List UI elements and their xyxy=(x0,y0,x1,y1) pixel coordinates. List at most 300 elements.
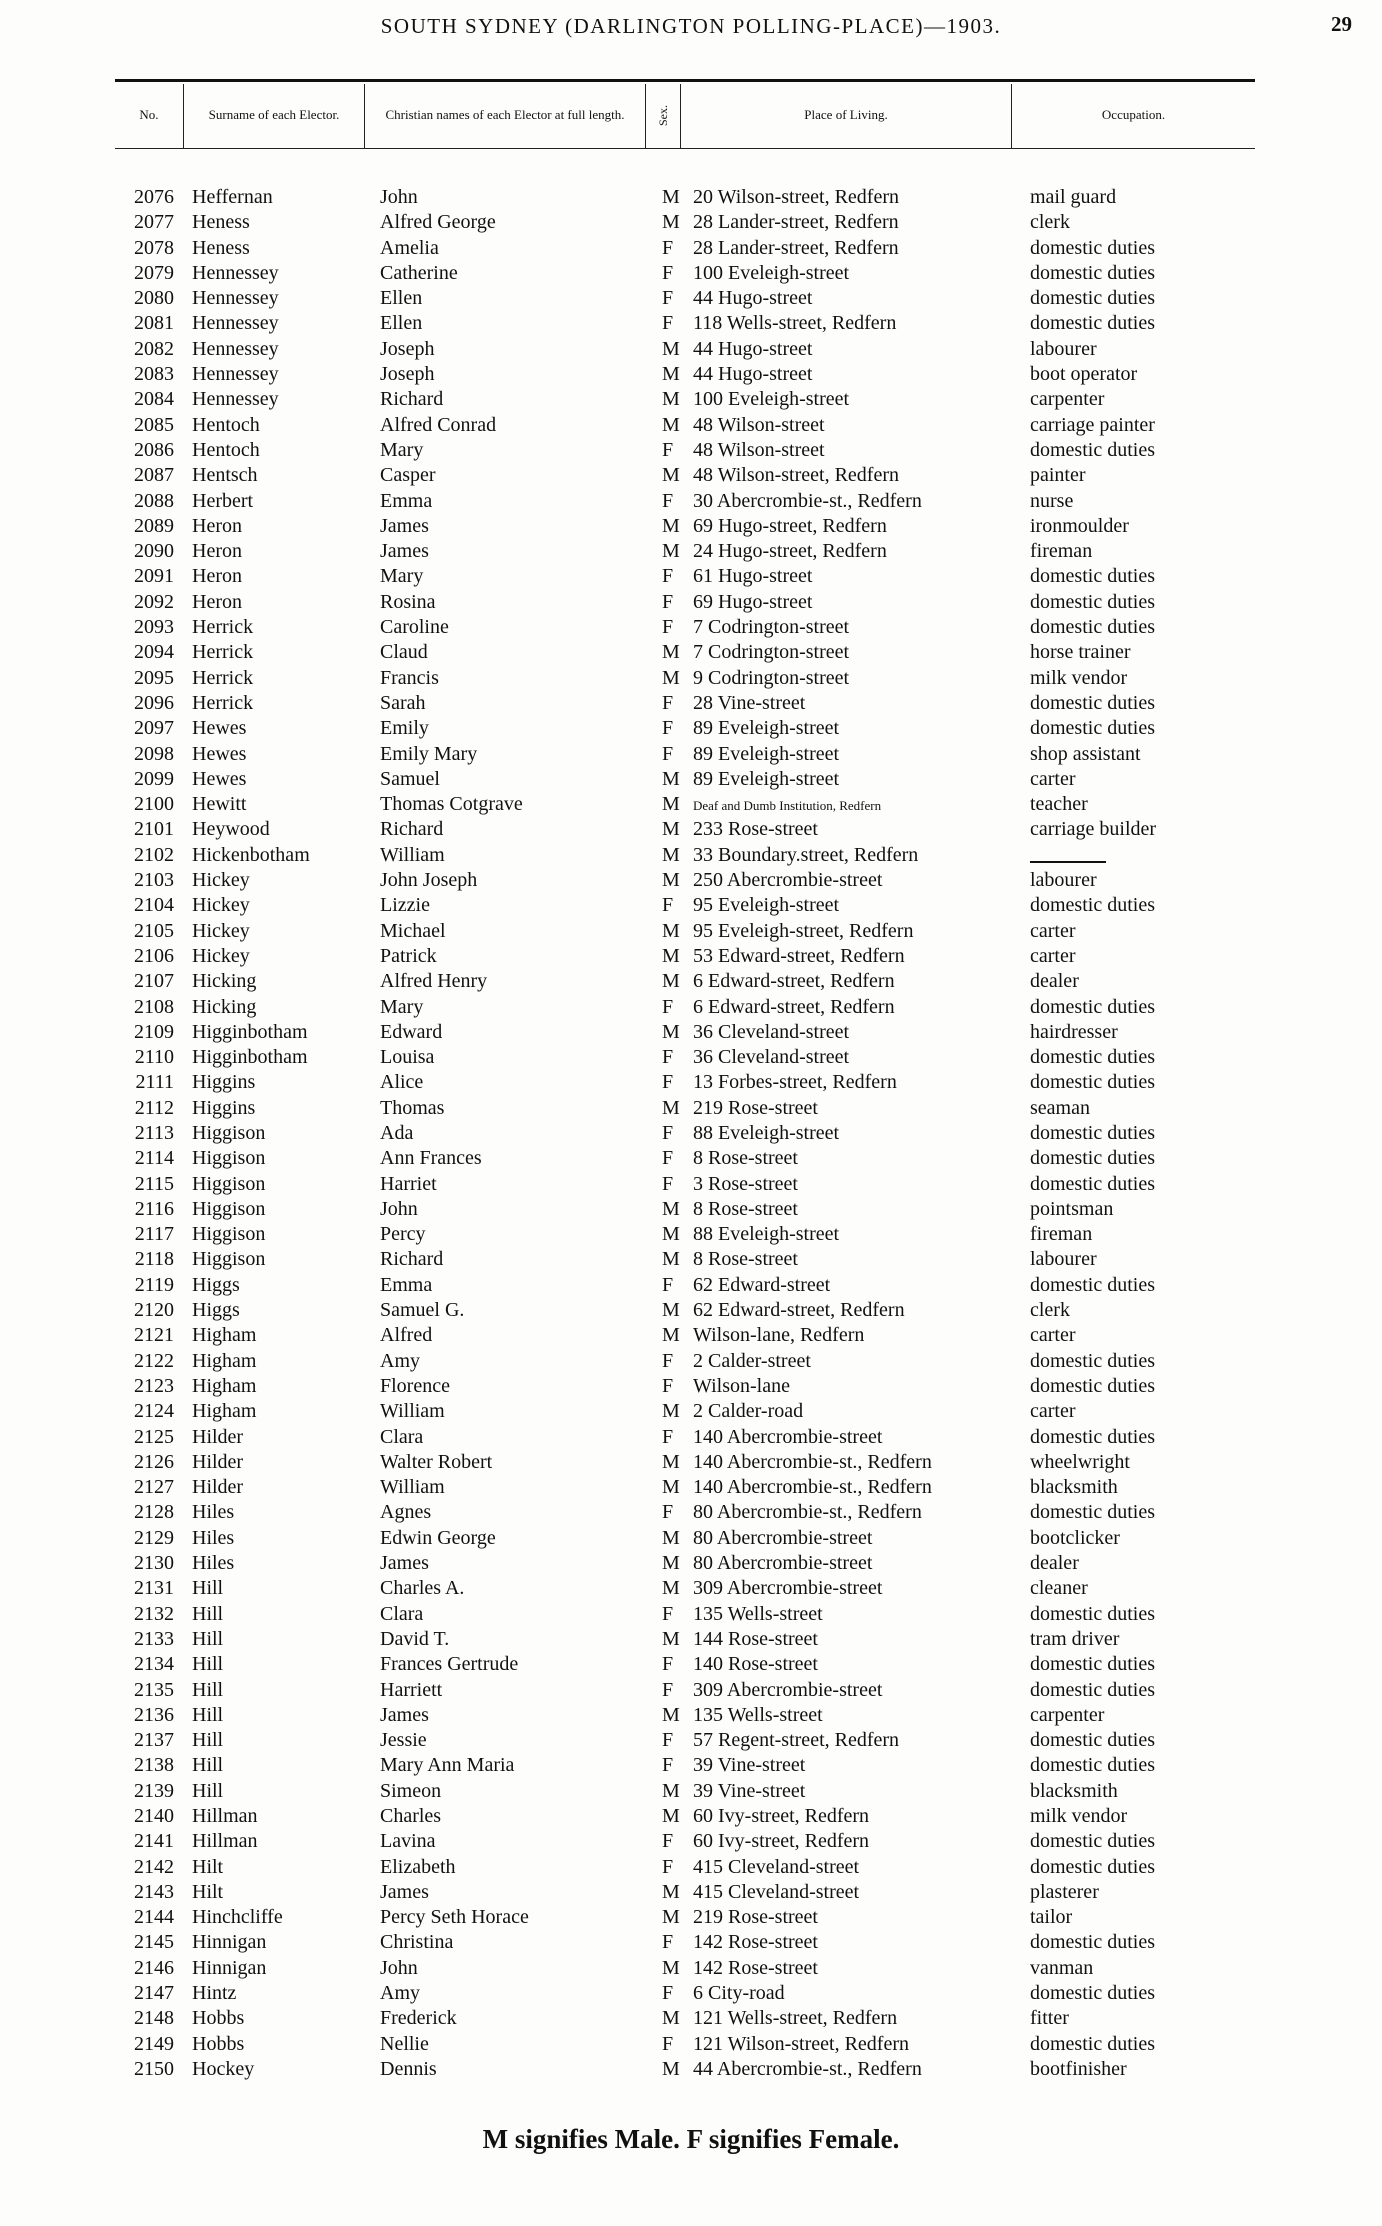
elector-sex: M xyxy=(662,666,680,689)
elector-surname: Hilder xyxy=(192,1425,244,1448)
elector-number: 2150 xyxy=(134,2057,174,2080)
elector-surname: Hill xyxy=(192,1703,224,1726)
elector-sex: M xyxy=(662,1223,680,1246)
elector-sex: F xyxy=(662,261,674,284)
table-row xyxy=(0,363,1382,388)
elector-sex: M xyxy=(662,337,680,360)
elector-occupation: carter xyxy=(1030,1400,1076,1423)
elector-christian-names: Walter Robert xyxy=(380,1450,493,1473)
elector-number: 2098 xyxy=(134,742,174,765)
elector-occupation: carter xyxy=(1030,767,1076,790)
table-row xyxy=(0,2007,1382,2032)
elector-sex: M xyxy=(662,211,680,234)
elector-place-of-living: 88 Eveleigh-street xyxy=(693,1223,840,1246)
elector-christian-names: Elizabeth xyxy=(380,1855,456,1878)
table-row xyxy=(0,1780,1382,1805)
elector-surname: Hinchcliffe xyxy=(192,1906,283,1929)
elector-sex: M xyxy=(662,641,680,664)
elector-place-of-living: 2 Calder-street xyxy=(693,1349,811,1372)
elector-place-of-living: 44 Hugo-street xyxy=(693,287,813,310)
elector-occupation: domestic duties xyxy=(1030,1754,1155,1777)
elector-surname: Hickey xyxy=(192,919,250,942)
elector-place-of-living: 69 Hugo-street, Redfern xyxy=(693,514,887,537)
table-row xyxy=(0,768,1382,793)
table-row xyxy=(0,1653,1382,1678)
elector-number: 2128 xyxy=(134,1501,174,1524)
elector-surname: Herrick xyxy=(192,691,254,714)
elector-christian-names: Clara xyxy=(380,1602,424,1625)
elector-place-of-living: 36 Cleveland-street xyxy=(693,1020,850,1043)
elector-occupation: carriage builder xyxy=(1030,818,1157,841)
elector-number: 2126 xyxy=(134,1450,174,1473)
elector-number: 2093 xyxy=(134,616,174,639)
elector-occupation: painter xyxy=(1030,464,1086,487)
column-header-sex: Sex. xyxy=(656,104,670,126)
elector-number: 2141 xyxy=(134,1830,174,1853)
elector-occupation: tailor xyxy=(1030,1906,1073,1929)
elector-occupation: domestic duties xyxy=(1030,312,1155,335)
elector-occupation: domestic duties xyxy=(1030,1678,1155,1701)
elector-place-of-living: 28 Lander-street, Redfern xyxy=(693,211,899,234)
elector-christian-names: Percy Seth Horace xyxy=(380,1906,529,1929)
table-row xyxy=(0,515,1382,540)
table-row xyxy=(0,996,1382,1021)
elector-place-of-living: 7 Codrington-street xyxy=(693,616,850,639)
elector-occupation: horse trainer xyxy=(1030,641,1131,664)
elector-number: 2111 xyxy=(135,1071,174,1094)
table-row xyxy=(0,2033,1382,2058)
elector-christian-names: Lizzie xyxy=(380,894,430,917)
elector-surname: Hill xyxy=(192,1577,224,1600)
elector-sex: F xyxy=(662,1830,674,1853)
elector-occupation: seaman xyxy=(1030,1096,1090,1119)
elector-number: 2120 xyxy=(134,1299,174,1322)
elector-christian-names: David T. xyxy=(380,1627,450,1650)
elector-place-of-living: 140 Abercrombie-st., Redfern xyxy=(693,1450,932,1473)
table-row xyxy=(0,894,1382,919)
elector-occupation: domestic duties xyxy=(1030,261,1155,284)
elector-surname: Hicking xyxy=(192,970,257,993)
elector-sex: M xyxy=(662,363,680,386)
elector-number: 2144 xyxy=(134,1906,174,1929)
table-row xyxy=(0,1097,1382,1122)
elector-christian-names: Claud xyxy=(380,641,428,664)
elector-sex: F xyxy=(662,312,674,335)
elector-place-of-living: 57 Regent-street, Redfern xyxy=(693,1729,900,1752)
table-row xyxy=(0,1021,1382,1046)
elector-christian-names: Richard xyxy=(380,818,444,841)
elector-surname: Hennessey xyxy=(192,388,279,411)
table-row xyxy=(0,1704,1382,1729)
elector-sex: M xyxy=(662,388,680,411)
table-row xyxy=(0,1122,1382,1147)
elector-number: 2132 xyxy=(134,1602,174,1625)
elector-occupation: vanman xyxy=(1030,1956,1094,1979)
elector-surname: Hinnigan xyxy=(192,1931,267,1954)
elector-sex: F xyxy=(662,717,674,740)
elector-place-of-living: 142 Rose-street xyxy=(693,1931,818,1954)
elector-place-of-living: 69 Hugo-street xyxy=(693,590,813,613)
table-row xyxy=(0,1071,1382,1096)
elector-number: 2123 xyxy=(134,1374,174,1397)
elector-sex: M xyxy=(662,818,680,841)
elector-christian-names: Caroline xyxy=(380,616,449,639)
elector-number: 2147 xyxy=(134,1982,174,2005)
elector-occupation: labourer xyxy=(1030,1248,1097,1271)
elector-occupation: bootfinisher xyxy=(1030,2057,1127,2080)
elector-sex: F xyxy=(662,1425,674,1448)
elector-occupation: shop assistant xyxy=(1030,742,1141,765)
elector-christian-names: Charles A. xyxy=(380,1577,465,1600)
elector-sex: M xyxy=(662,1880,680,1903)
elector-sex: M xyxy=(662,1450,680,1473)
elector-place-of-living: 80 Abercrombie-street xyxy=(693,1526,873,1549)
elector-occupation: domestic duties xyxy=(1030,1855,1155,1878)
table-row xyxy=(0,1173,1382,1198)
elector-surname: Heron xyxy=(192,590,242,613)
elector-sex: M xyxy=(662,793,680,816)
table-row xyxy=(0,287,1382,312)
elector-occupation: fitter xyxy=(1030,2007,1069,2030)
elector-number: 2142 xyxy=(134,1855,174,1878)
elector-occupation: domestic duties xyxy=(1030,1071,1155,1094)
elector-surname: Hickey xyxy=(192,894,250,917)
elector-surname: Hewes xyxy=(192,767,247,790)
elector-place-of-living: 140 Rose-street xyxy=(693,1653,818,1676)
elector-number: 2110 xyxy=(134,1046,174,1069)
elector-number: 2136 xyxy=(134,1703,174,1726)
elector-christian-names: Joseph xyxy=(380,363,435,386)
elector-number: 2105 xyxy=(134,919,174,942)
elector-place-of-living: Wilson-lane xyxy=(693,1374,790,1397)
table-row xyxy=(0,920,1382,945)
elector-number: 2113 xyxy=(134,1121,174,1144)
elector-place-of-living: 233 Rose-street xyxy=(693,818,818,841)
elector-surname: Higgison xyxy=(192,1172,266,1195)
elector-number: 2100 xyxy=(134,793,174,816)
elector-place-of-living: 135 Wells-street xyxy=(693,1703,823,1726)
elector-occupation: cleaner xyxy=(1030,1577,1088,1600)
elector-sex: F xyxy=(662,1931,674,1954)
table-row xyxy=(0,692,1382,717)
elector-number: 2118 xyxy=(134,1248,174,1271)
table-row xyxy=(0,1679,1382,1704)
table-row xyxy=(0,1046,1382,1071)
blank-occupation-dash xyxy=(1030,861,1106,863)
elector-number: 2134 xyxy=(134,1653,174,1676)
elector-christian-names: Mary xyxy=(380,565,424,588)
elector-number: 2084 xyxy=(134,388,174,411)
column-header-sex-cell xyxy=(646,84,680,146)
elector-occupation: domestic duties xyxy=(1030,1602,1155,1625)
table-row xyxy=(0,1426,1382,1451)
table-row xyxy=(0,2058,1382,2083)
elector-place-of-living: 39 Vine-street xyxy=(693,1754,806,1777)
elector-surname: Higgins xyxy=(192,1071,256,1094)
table-row xyxy=(0,1577,1382,1602)
table-row xyxy=(0,616,1382,641)
elector-place-of-living: 219 Rose-street xyxy=(693,1096,818,1119)
elector-place-of-living: 144 Rose-street xyxy=(693,1627,818,1650)
elector-place-of-living: 24 Hugo-street, Redfern xyxy=(693,540,887,563)
elector-christian-names: Dennis xyxy=(380,2057,437,2080)
elector-place-of-living: 415 Cleveland-street xyxy=(693,1855,860,1878)
elector-surname: Hilder xyxy=(192,1476,244,1499)
elector-christian-names: Ellen xyxy=(380,312,423,335)
elector-number: 2119 xyxy=(134,1273,174,1296)
elector-surname: Higgison xyxy=(192,1147,266,1170)
elector-christian-names: Amelia xyxy=(380,236,439,259)
elector-occupation: carpenter xyxy=(1030,1703,1105,1726)
elector-christian-names: Ellen xyxy=(380,287,423,310)
elector-number: 2076 xyxy=(134,186,174,208)
elector-sex: M xyxy=(662,1956,680,1979)
elector-surname: Hinnigan xyxy=(192,1956,267,1979)
elector-sex: M xyxy=(662,919,680,942)
table-row xyxy=(0,1729,1382,1754)
elector-surname: Hill xyxy=(192,1678,224,1701)
elector-place-of-living: Wilson-lane, Redfern xyxy=(693,1324,865,1347)
elector-number: 2099 xyxy=(134,767,174,790)
table-row xyxy=(0,667,1382,692)
elector-number: 2077 xyxy=(134,211,174,234)
elector-christian-names: Alice xyxy=(380,1071,424,1094)
elector-place-of-living: 44 Hugo-street xyxy=(693,363,813,386)
elector-surname: Hill xyxy=(192,1627,224,1650)
elector-number: 2104 xyxy=(134,894,174,917)
table-row xyxy=(0,565,1382,590)
table-row xyxy=(0,1552,1382,1577)
elector-place-of-living: 80 Abercrombie-st., Redfern xyxy=(693,1501,922,1524)
elector-number: 2090 xyxy=(134,540,174,563)
table-row xyxy=(0,490,1382,515)
elector-number: 2133 xyxy=(134,1627,174,1650)
elector-christian-names: James xyxy=(380,1703,429,1726)
elector-christian-names: Florence xyxy=(380,1374,450,1397)
elector-christian-names: Alfred Conrad xyxy=(380,413,497,436)
elector-christian-names: Mary Ann Maria xyxy=(380,1754,515,1777)
elector-occupation: carter xyxy=(1030,944,1076,967)
table-row xyxy=(0,1274,1382,1299)
elector-place-of-living: 6 Edward-street, Redfern xyxy=(693,995,895,1018)
elector-sex: M xyxy=(662,1324,680,1347)
elector-surname: Hiles xyxy=(192,1552,235,1575)
elector-place-of-living: 89 Eveleigh-street xyxy=(693,717,840,740)
elector-occupation: domestic duties xyxy=(1030,1147,1155,1170)
elector-christian-names: John Joseph xyxy=(380,869,478,892)
elector-place-of-living: 142 Rose-street xyxy=(693,1956,818,1979)
elector-surname: Higgison xyxy=(192,1223,266,1246)
elector-sex: F xyxy=(662,1374,674,1397)
elector-number: 2092 xyxy=(134,590,174,613)
elector-place-of-living: 6 Edward-street, Redfern xyxy=(693,970,895,993)
elector-christian-names: Mary xyxy=(380,438,424,461)
elector-christian-names: Emily Mary xyxy=(380,742,478,765)
elector-sex: M xyxy=(662,1906,680,1929)
elector-sex: F xyxy=(662,287,674,310)
elector-occupation: domestic duties xyxy=(1030,1931,1155,1954)
elector-christian-names: James xyxy=(380,540,429,563)
elector-occupation: domestic duties xyxy=(1030,995,1155,1018)
elector-number: 2149 xyxy=(134,2032,174,2055)
elector-christian-names: Emma xyxy=(380,489,433,512)
elector-christian-names: Patrick xyxy=(380,944,437,967)
elector-surname: Higgins xyxy=(192,1096,256,1119)
elector-surname: Hennessey xyxy=(192,337,279,360)
elector-place-of-living: 88 Eveleigh-street xyxy=(693,1121,840,1144)
elector-place-of-living: 3 Rose-street xyxy=(693,1172,798,1195)
elector-number: 2096 xyxy=(134,691,174,714)
elector-occupation: labourer xyxy=(1030,337,1097,360)
elector-number: 2112 xyxy=(134,1096,174,1119)
table-row xyxy=(0,1198,1382,1223)
elector-place-of-living: 118 Wells-street, Redfern xyxy=(693,312,897,335)
elector-place-of-living: 80 Abercrombie-street xyxy=(693,1552,873,1575)
table-row xyxy=(0,945,1382,970)
elector-occupation: ironmoulder xyxy=(1030,514,1129,537)
elector-surname: Higginbotham xyxy=(192,1046,308,1069)
elector-sex: M xyxy=(662,1627,680,1650)
elector-surname: Hickey xyxy=(192,944,250,967)
elector-occupation: domestic duties xyxy=(1030,1729,1155,1752)
table-row xyxy=(0,844,1382,869)
elector-number: 2121 xyxy=(134,1324,174,1347)
elector-number: 2114 xyxy=(134,1147,174,1170)
elector-number: 2122 xyxy=(134,1349,174,1372)
table-row xyxy=(0,1881,1382,1906)
elector-number: 2109 xyxy=(134,1020,174,1043)
elector-number: 2135 xyxy=(134,1678,174,1701)
elector-occupation: domestic duties xyxy=(1030,1273,1155,1296)
elector-occupation: teacher xyxy=(1030,793,1088,816)
elector-number: 2094 xyxy=(134,641,174,664)
elector-christian-names: Harriet xyxy=(380,1172,437,1195)
table-row xyxy=(0,262,1382,287)
elector-sex: M xyxy=(662,1577,680,1600)
table-row xyxy=(0,793,1382,818)
elector-place-of-living: 309 Abercrombie-street xyxy=(693,1678,883,1701)
elector-surname: Hennessey xyxy=(192,261,279,284)
elector-occupation: clerk xyxy=(1030,211,1070,234)
elector-occupation xyxy=(1030,844,1106,867)
elector-christian-names: Louisa xyxy=(380,1046,435,1069)
elector-sex: M xyxy=(662,1703,680,1726)
table-row xyxy=(0,464,1382,489)
elector-christian-names: Frederick xyxy=(380,2007,457,2030)
elector-sex: M xyxy=(662,1400,680,1423)
elector-surname: Hickey xyxy=(192,869,250,892)
table-row xyxy=(0,1324,1382,1349)
elector-occupation: carriage painter xyxy=(1030,413,1155,436)
elector-occupation: pointsman xyxy=(1030,1197,1114,1220)
elector-surname: Higgison xyxy=(192,1121,266,1144)
elector-place-of-living: 39 Vine-street xyxy=(693,1779,806,1802)
elector-occupation: carter xyxy=(1030,919,1076,942)
elector-christian-names: John xyxy=(380,186,418,208)
elector-place-of-living: 95 Eveleigh-street, Redfern xyxy=(693,919,914,942)
elector-surname: Hobbs xyxy=(192,2032,245,2055)
elector-number: 2078 xyxy=(134,236,174,259)
elector-number: 2127 xyxy=(134,1476,174,1499)
table-row xyxy=(0,1754,1382,1779)
elector-sex: F xyxy=(662,565,674,588)
elector-sex: F xyxy=(662,489,674,512)
elector-number: 2080 xyxy=(134,287,174,310)
elector-sex: M xyxy=(662,1299,680,1322)
elector-surname: Hillman xyxy=(192,1805,258,1827)
elector-number: 2125 xyxy=(134,1425,174,1448)
elector-surname: Hill xyxy=(192,1653,224,1676)
elector-number: 2131 xyxy=(134,1577,174,1600)
elector-place-of-living: 33 Boundary.street, Redfern xyxy=(693,843,919,866)
elector-place-of-living: 61 Hugo-street xyxy=(693,565,813,588)
elector-christian-names: Joseph xyxy=(380,337,435,360)
elector-occupation: plasterer xyxy=(1030,1880,1099,1903)
elector-sex: M xyxy=(662,1248,680,1271)
elector-christian-names: Thomas Cotgrave xyxy=(380,793,523,816)
table-row xyxy=(0,1350,1382,1375)
elector-sex: M xyxy=(662,1197,680,1220)
elector-christian-names: William xyxy=(380,1400,445,1423)
elector-surname: Hewes xyxy=(192,742,247,765)
column-header-place: Place of Living. xyxy=(804,107,888,122)
elector-sex: M xyxy=(662,2057,680,2080)
table-row xyxy=(0,338,1382,363)
elector-surname: Herrick xyxy=(192,616,254,639)
table-row xyxy=(0,717,1382,742)
elector-number: 2108 xyxy=(134,995,174,1018)
elector-occupation: bootclicker xyxy=(1030,1526,1120,1549)
elector-number: 2145 xyxy=(134,1931,174,1954)
elector-occupation: domestic duties xyxy=(1030,2032,1155,2055)
elector-christian-names: William xyxy=(380,843,445,866)
elector-number: 2148 xyxy=(134,2007,174,2030)
elector-number: 2139 xyxy=(134,1779,174,1802)
elector-place-of-living: 2 Calder-road xyxy=(693,1400,804,1423)
elector-surname: Heness xyxy=(192,211,250,234)
elector-christian-names: Michael xyxy=(380,919,446,942)
elector-number: 2097 xyxy=(134,717,174,740)
elector-christian-names: John xyxy=(380,1197,418,1220)
elector-sex: M xyxy=(662,413,680,436)
table-row xyxy=(0,237,1382,262)
elector-occupation: carter xyxy=(1030,1324,1076,1347)
table-row xyxy=(0,439,1382,464)
table-row xyxy=(0,970,1382,995)
elector-surname: Heness xyxy=(192,236,250,259)
elector-surname: Hennessey xyxy=(192,312,279,335)
elector-christian-names: Edwin George xyxy=(380,1526,496,1549)
elector-number: 2129 xyxy=(134,1526,174,1549)
table-row xyxy=(0,1451,1382,1476)
elector-occupation: nurse xyxy=(1030,489,1074,512)
elector-place-of-living: 309 Abercrombie-street xyxy=(693,1577,883,1600)
elector-occupation: domestic duties xyxy=(1030,1374,1155,1397)
elector-occupation: boot operator xyxy=(1030,363,1138,386)
elector-occupation: domestic duties xyxy=(1030,894,1155,917)
elector-christian-names: James xyxy=(380,514,429,537)
elector-occupation: domestic duties xyxy=(1030,1046,1155,1069)
elector-christian-names: Alfred Henry xyxy=(380,970,488,993)
column-header-no: No. xyxy=(139,107,159,122)
elector-christian-names: Samuel xyxy=(380,767,440,790)
elector-place-of-living: 121 Wilson-street, Redfern xyxy=(693,2032,909,2055)
elector-christian-names: Amy xyxy=(380,1982,420,2005)
elector-number: 2130 xyxy=(134,1552,174,1575)
elector-surname: Hilt xyxy=(192,1880,224,1903)
elector-surname: Heron xyxy=(192,540,242,563)
elector-occupation: wheelwright xyxy=(1030,1450,1130,1473)
